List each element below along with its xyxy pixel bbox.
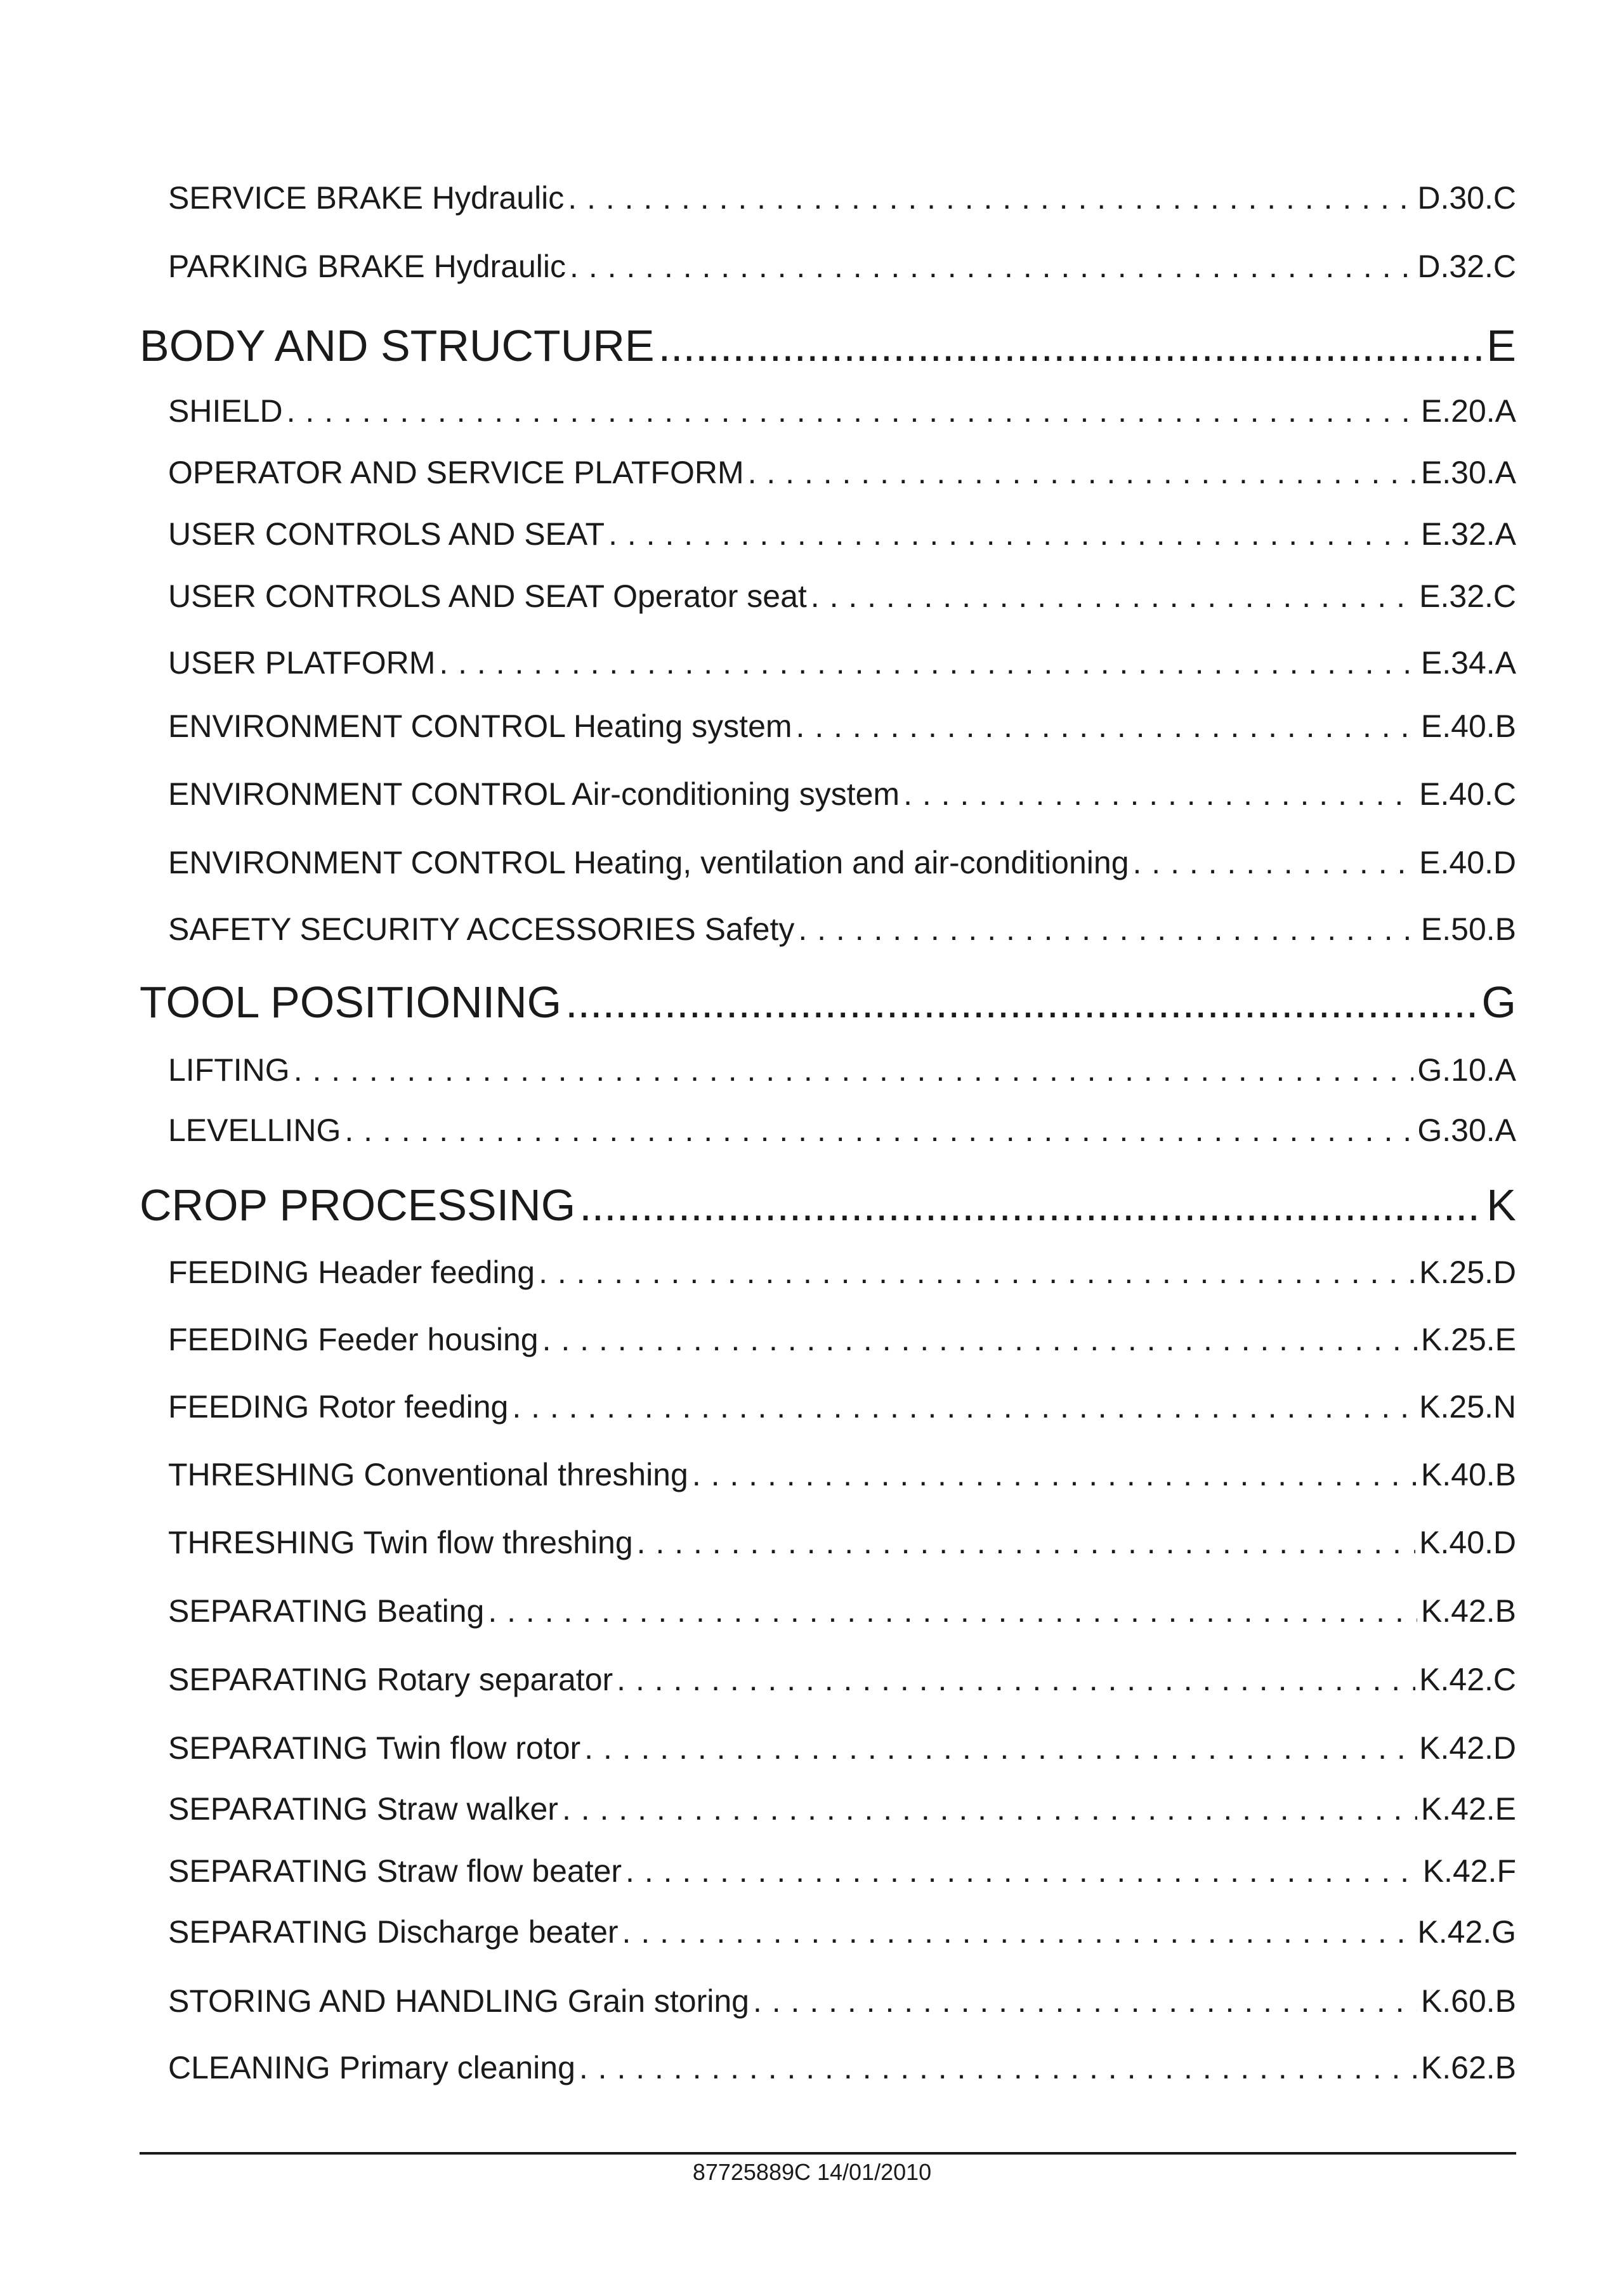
toc-entry <box>0 1983 1624 2019</box>
dot-leader <box>439 644 1417 681</box>
entry-label: SEPARATING Discharge beater <box>168 1914 619 1950</box>
entry-label: ENVIRONMENT CONTROL Air-conditioning system <box>168 776 900 812</box>
section-title: CROP PROCESSING <box>140 1180 576 1230</box>
entry-code: G.30.A <box>1417 1112 1516 1148</box>
toc-entry <box>0 1321 1624 1358</box>
entry-code: E.40.D <box>1419 845 1516 880</box>
toc-entry <box>0 393 1624 429</box>
dot-leader <box>622 1914 1414 1950</box>
entry-label: SEPARATING Twin flow rotor <box>168 1730 581 1766</box>
toc-entry <box>0 708 1624 745</box>
dot-leader <box>287 393 1417 429</box>
entry-label: PARKING BRAKE Hydraulic <box>168 249 566 284</box>
dot-leader <box>658 320 1483 371</box>
toc-entry <box>0 844 1624 881</box>
entry-code: K.42.G <box>1417 1914 1516 1950</box>
toc-entry <box>0 1853 1624 1889</box>
entry-code: E.40.B <box>1420 708 1516 744</box>
dot-leader <box>568 179 1413 216</box>
entry-code: E.30.A <box>1420 455 1516 490</box>
entry-label: SEPARATING Straw walker <box>168 1791 558 1827</box>
entry-label: ENVIRONMENT CONTROL Heating, ventilation and air-conditioning <box>168 845 1129 880</box>
entry-label: THRESHING Twin flow threshing <box>168 1525 633 1560</box>
dot-leader <box>488 1593 1417 1629</box>
toc-entry <box>0 1593 1624 1629</box>
toc-entry <box>0 1524 1624 1561</box>
dot-leader <box>344 1112 1413 1149</box>
dot-leader <box>811 578 1415 615</box>
entry-label: SEPARATING Rotary separator <box>168 1662 613 1697</box>
toc-entry <box>0 1914 1624 1950</box>
entry-code: K.42.B <box>1420 1593 1516 1629</box>
section-title: BODY AND STRUCTURE <box>140 321 655 370</box>
dot-leader <box>796 708 1417 745</box>
dot-leader <box>565 977 1477 1027</box>
toc-entry <box>0 1456 1624 1493</box>
dot-leader <box>798 911 1417 948</box>
entry-code: K.25.D <box>1419 1255 1516 1290</box>
entry-code: K.42.D <box>1419 1730 1516 1766</box>
entry-label: ENVIRONMENT CONTROL Heating system <box>168 708 792 744</box>
toc-section-heading <box>0 977 1624 1027</box>
dot-leader <box>903 776 1415 812</box>
dot-leader <box>625 1853 1419 1889</box>
entry-label: LIFTING <box>168 1052 290 1088</box>
dot-leader <box>539 1254 1415 1291</box>
entry-code: K.40.B <box>1420 1457 1516 1492</box>
dot-leader <box>608 516 1417 552</box>
entry-code: K.60.B <box>1420 1983 1516 2019</box>
dot-leader <box>1133 844 1416 881</box>
toc-entry <box>0 1388 1624 1425</box>
entry-label: SHIELD <box>168 393 283 429</box>
toc-entry <box>0 454 1624 491</box>
entry-label: SAFETY SECURITY ACCESSORIES Safety <box>168 911 795 947</box>
section-title: TOOL POSITIONING <box>140 977 562 1027</box>
entry-code: K.42.F <box>1422 1853 1516 1889</box>
entry-label: USER CONTROLS AND SEAT <box>168 516 605 552</box>
dot-leader <box>692 1456 1417 1493</box>
toc-entry <box>0 578 1624 615</box>
entry-code: G.10.A <box>1417 1052 1516 1088</box>
entry-code: D.30.C <box>1417 180 1516 216</box>
section-code: G <box>1481 977 1516 1027</box>
dot-leader <box>637 1524 1415 1561</box>
entry-code: E.40.C <box>1419 776 1516 812</box>
footer-rule <box>140 2152 1516 2155</box>
dot-leader <box>512 1388 1415 1425</box>
toc-section-heading <box>0 1180 1624 1230</box>
entry-label: THRESHING Conventional threshing <box>168 1457 688 1492</box>
entry-label: LEVELLING <box>168 1112 341 1148</box>
toc-entry <box>0 179 1624 216</box>
dot-leader <box>584 1730 1415 1766</box>
entry-label: FEEDING Rotor feeding <box>168 1389 509 1425</box>
toc-entry <box>0 2049 1624 2086</box>
entry-code: K.25.E <box>1420 1322 1516 1357</box>
entry-label: SEPARATING Beating <box>168 1593 485 1629</box>
dot-leader <box>579 1180 1483 1230</box>
toc-entry <box>0 1790 1624 1827</box>
toc-entry <box>0 248 1624 285</box>
toc-entry <box>0 1730 1624 1766</box>
toc-section-heading <box>0 320 1624 371</box>
entry-code: E.32.A <box>1420 516 1516 552</box>
toc-entry <box>0 1661 1624 1698</box>
entry-label: STORING AND HANDLING Grain storing <box>168 1983 749 2019</box>
dot-leader <box>617 1661 1415 1698</box>
entry-code: K.62.B <box>1420 2050 1516 2085</box>
dot-leader <box>542 1321 1417 1358</box>
dot-leader <box>294 1052 1414 1088</box>
entry-label: SEPARATING Straw flow beater <box>168 1853 622 1889</box>
entry-code: E.20.A <box>1420 393 1516 429</box>
entry-code: K.25.N <box>1419 1389 1516 1425</box>
entry-code: D.32.C <box>1417 249 1516 284</box>
toc-entry <box>0 1112 1624 1149</box>
toc-entry <box>0 1052 1624 1088</box>
toc-entry <box>0 776 1624 812</box>
section-code: K <box>1486 1180 1516 1230</box>
dot-leader <box>748 454 1417 491</box>
entry-label: OPERATOR AND SERVICE PLATFORM <box>168 455 744 490</box>
dot-leader <box>570 248 1413 285</box>
entry-label: FEEDING Feeder housing <box>168 1322 539 1357</box>
dot-leader <box>579 2049 1417 2086</box>
entry-code: E.32.C <box>1419 578 1516 614</box>
entry-label: FEEDING Header feeding <box>168 1255 535 1290</box>
entry-code: E.50.B <box>1420 911 1516 947</box>
entry-label: USER PLATFORM <box>168 645 436 681</box>
entry-code: K.42.C <box>1419 1662 1516 1697</box>
toc-entry <box>0 644 1624 681</box>
entry-code: E.34.A <box>1420 645 1516 681</box>
section-code: E <box>1486 321 1516 370</box>
entry-label: CLEANING Primary cleaning <box>168 2050 575 2085</box>
dot-leader <box>753 1983 1417 2019</box>
toc-entry <box>0 516 1624 552</box>
toc-entry <box>0 1254 1624 1291</box>
toc-entry <box>0 911 1624 948</box>
footer-text: 87725889C 14/01/2010 <box>692 2159 932 2185</box>
dot-leader <box>562 1790 1417 1827</box>
entry-code: K.42.E <box>1420 1791 1516 1827</box>
entry-code: K.40.D <box>1419 1525 1516 1560</box>
entry-label: USER CONTROLS AND SEAT Operator seat <box>168 578 807 614</box>
entry-label: SERVICE BRAKE Hydraulic <box>168 180 565 216</box>
